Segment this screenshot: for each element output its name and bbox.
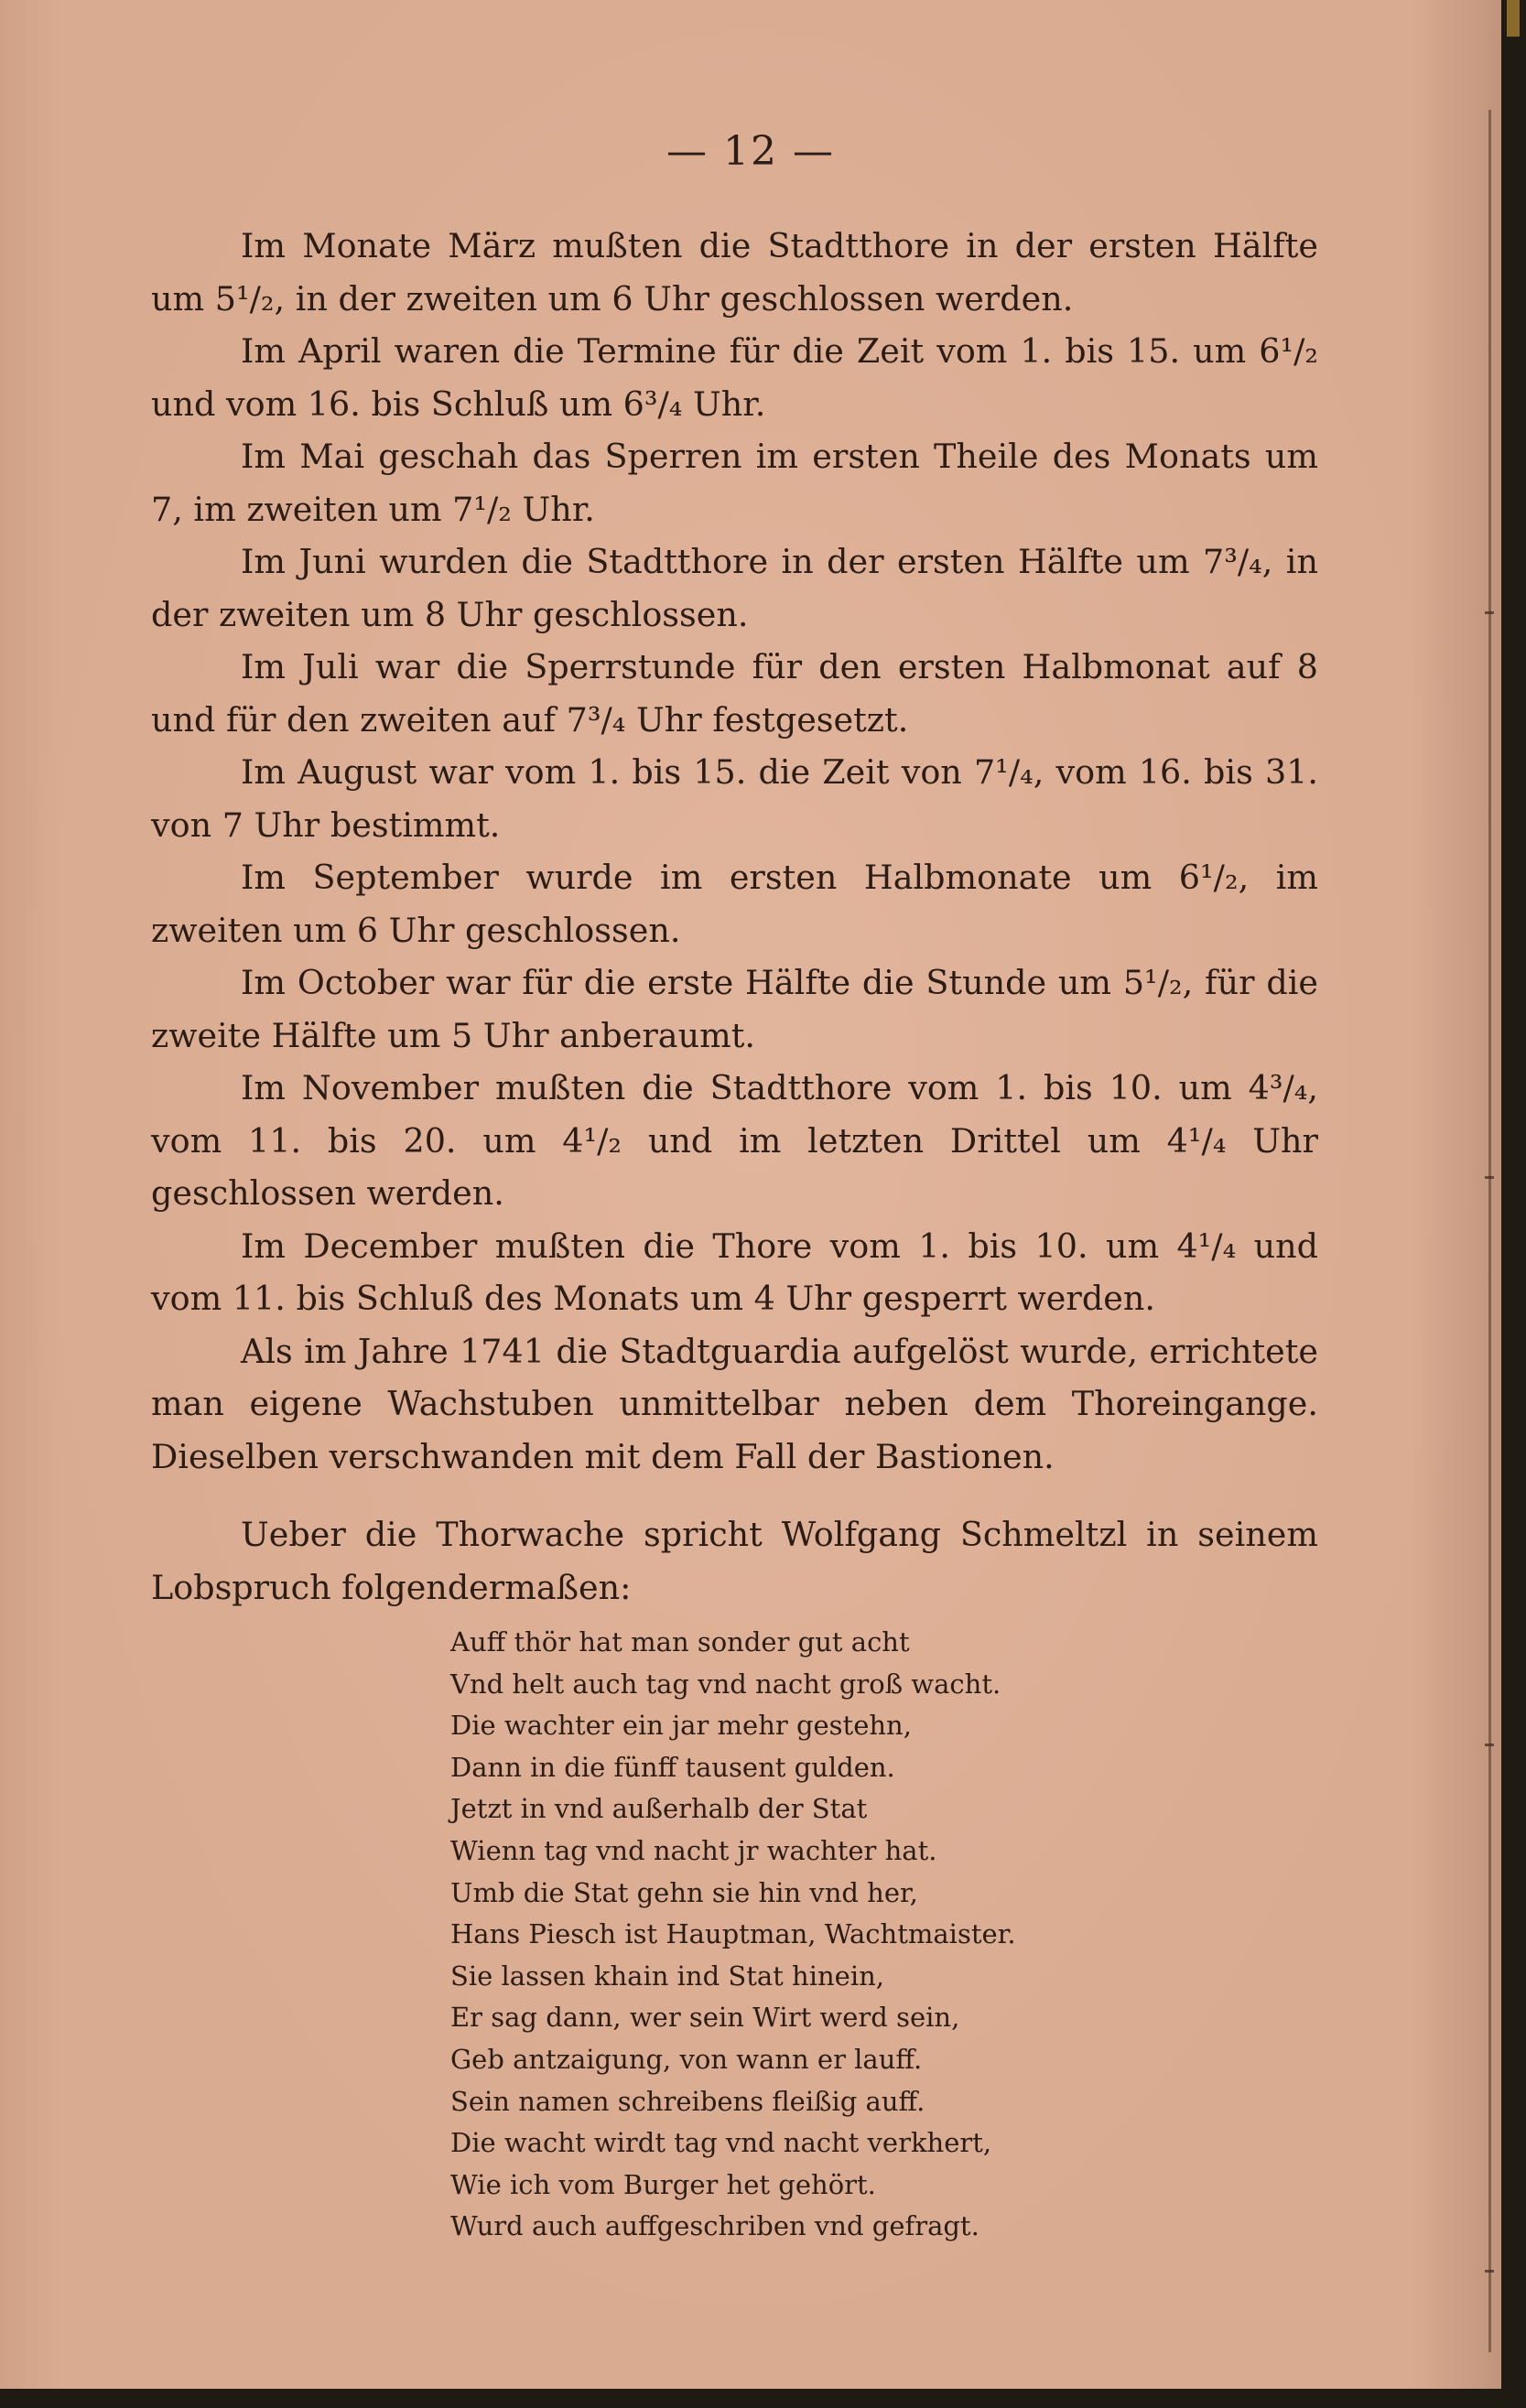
poem-line: Hans Piesch ist Hauptman, Wachtmaister. — [450, 1918, 1016, 1950]
poem-line: Jetzt in vnd außerhalb der Stat — [450, 1793, 868, 1825]
paragraph-november: Im November mußten die Stadtthore vom 1. bis 10. um 4³/₄, vom 11. bis 20. um 4¹/₂ und im letzten Drittel um 4¹/₄ Uhr geschlossen werden. — [151, 1068, 1318, 1213]
paragraph-october: Im October war für die erste Hälfte die Stunde um 5¹/₂, für die zweite Hälfte um 5 Uhr anberaumt. — [151, 963, 1318, 1055]
poem-line: Geb antzaigung, von wann er lauff. — [450, 2043, 923, 2075]
poem-line: Auff thör hat man sonder gut acht — [450, 1626, 910, 1658]
paragraph-may: Im Mai geschah das Sperren im ersten Theile des Monats um 7, im zweiten um 7¹/₂ Uhr. — [151, 437, 1318, 529]
edge-mark — [1485, 611, 1494, 614]
poem-line: Dann in die fünff tausent gulden. — [450, 1751, 895, 1783]
paragraph-december: Im December mußten die Thore vom 1. bis 10. um 4¹/₄ und vom 11. bis Schluß des Monats um 4 Uhr gesperrt werden. — [151, 1226, 1318, 1318]
paragraph-stadtguardia: Als im Jahre 1741 die Stadtguardia aufgelöst wurde, errichtete man eigene Wachstuben unmittelbar neben dem Thoreingange. Dieselben verschwanden mit dem Fall der Bastionen. — [151, 1331, 1318, 1476]
book-binding-edge — [1501, 0, 1526, 2408]
binding-gilt-corner — [1507, 0, 1520, 37]
poem-line: Er sag dann, wer sein Wirt werd sein, — [450, 2002, 960, 2034]
poem-line: Sie lassen khain ind Stat hinein, — [450, 1960, 884, 1992]
poem-line: Vnd helt auch tag vnd nacht groß wacht. — [450, 1668, 1001, 1700]
edge-mark — [1485, 1744, 1494, 1746]
poem-quotation — [450, 1622, 1016, 2248]
edge-mark — [1485, 1176, 1494, 1179]
poem-line: Wienn tag vnd nacht jr wachter hat. — [450, 1834, 937, 1866]
paragraph-june: Im Juni wurden die Stadtthore in der ersten Hälfte um 7³/₄, in der zweiten um 8 Uhr geschlossen. — [151, 542, 1318, 634]
paragraph-thorwache-intro: Ueber die Thorwache spricht Wolfgang Schmeltzl in seinem Lobspruch folgendermaßen: — [151, 1515, 1318, 1607]
poem-line: Die wachter ein jar mehr gestehn, — [450, 1710, 912, 1742]
page-number: — 12 — — [666, 128, 835, 175]
book-bottom-edge — [0, 2389, 1526, 2408]
poem-line: Wurd auch auffgeschriben vnd gefragt. — [450, 2210, 979, 2242]
paragraph-july: Im Juli war die Sperrstunde für den ersten Halbmonat auf 8 und für den zweiten auf 7³/₄ Uhr festgesetzt. — [151, 647, 1318, 740]
page-edge-shadow — [1488, 110, 1491, 2352]
body-text — [151, 220, 1318, 1614]
poem-line: Wie ich vom Burger het gehört. — [450, 2168, 876, 2200]
paragraph-september: Im September wurde im ersten Halbmonate um 6¹/₂, im zweiten um 6 Uhr geschlossen. — [151, 858, 1318, 950]
edge-mark — [1485, 2270, 1494, 2273]
paragraph-august: Im August war vom 1. bis 15. die Zeit von 7¹/₄, vom 16. bis 31. von 7 Uhr bestimmt. — [151, 752, 1318, 845]
paragraph-march: Im Monate März mußten die Stadtthore in der ersten Hälfte um 5¹/₂, in der zweiten um 6 Uhr geschlossen werden. — [151, 226, 1318, 319]
poem-line: Umb die Stat gehn sie hin vnd her, — [450, 1876, 918, 1908]
poem-line: Sein namen schreibens fleißig auff. — [450, 2085, 925, 2117]
paragraph-april: Im April waren die Termine für die Zeit vom 1. bis 15. um 6¹/₂ und vom 16. bis Schluß um 6³/₄ Uhr. — [151, 331, 1318, 424]
poem-line: Die wacht wirdt tag vnd nacht verkhert, — [450, 2127, 992, 2159]
